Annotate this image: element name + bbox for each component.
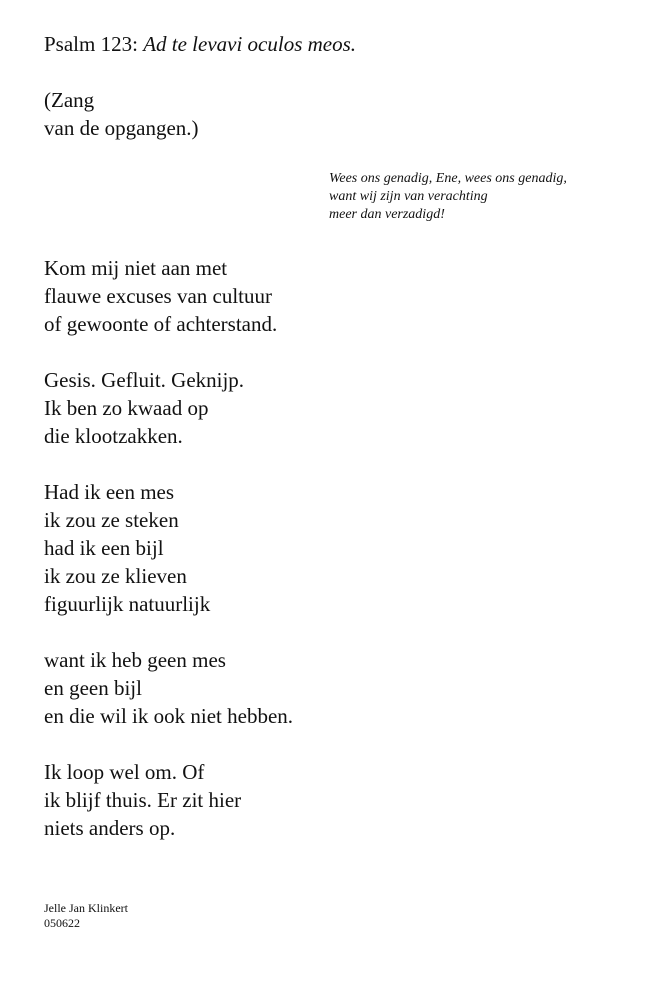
poem-line: flauwe excuses van cultuur [44, 284, 272, 308]
poem-line: Had ik een mes [44, 480, 175, 504]
epigraph [329, 170, 567, 224]
title-latin: Ad te levavi oculos meos. [143, 32, 357, 56]
poem-line: of gewoonte of achterstand. [44, 312, 278, 336]
poem-line: Ik ben zo kwaad op [44, 396, 209, 420]
poem-line: die klootzakken. [44, 424, 183, 448]
epigraph-line: want wij zijn van verachting [329, 189, 488, 204]
poem-body [44, 254, 293, 870]
stanza [44, 254, 293, 338]
stanza [44, 758, 293, 842]
signature [44, 901, 128, 931]
subtitle-line: van de opgangen.) [44, 116, 199, 140]
poem-line: ik zou ze steken [44, 508, 179, 532]
poem-line: en die wil ik ook niet hebben. [44, 704, 294, 728]
poem-line: want ik heb geen mes [44, 648, 226, 672]
title-prefix: Psalm 123: [44, 32, 144, 56]
poem-line: en geen bijl [44, 676, 142, 700]
stanza [44, 478, 293, 618]
poem-line: ik blijf thuis. Er zit hier [44, 788, 242, 812]
stanza [44, 646, 293, 730]
poem-line: Ik loop wel om. Of [44, 760, 205, 784]
stanza [44, 366, 293, 450]
author-name: Jelle Jan Klinkert [44, 901, 128, 915]
poem-subtitle [44, 86, 199, 142]
poem-title [44, 30, 356, 58]
poem-line: figuurlijk natuurlijk [44, 592, 211, 616]
epigraph-line: Wees ons genadig, Ene, wees ons genadig, [329, 171, 567, 186]
poem-line: ik zou ze klieven [44, 564, 187, 588]
poem-line: Kom mij niet aan met [44, 256, 228, 280]
epigraph-line: meer dan verzadigd! [329, 207, 445, 222]
poem-line: niets anders op. [44, 816, 176, 840]
subtitle-line: (Zang [44, 88, 95, 112]
poem-line: had ik een bijl [44, 536, 164, 560]
poem-date: 050622 [44, 916, 80, 930]
poem-line: Gesis. Gefluit. Geknijp. [44, 368, 245, 392]
